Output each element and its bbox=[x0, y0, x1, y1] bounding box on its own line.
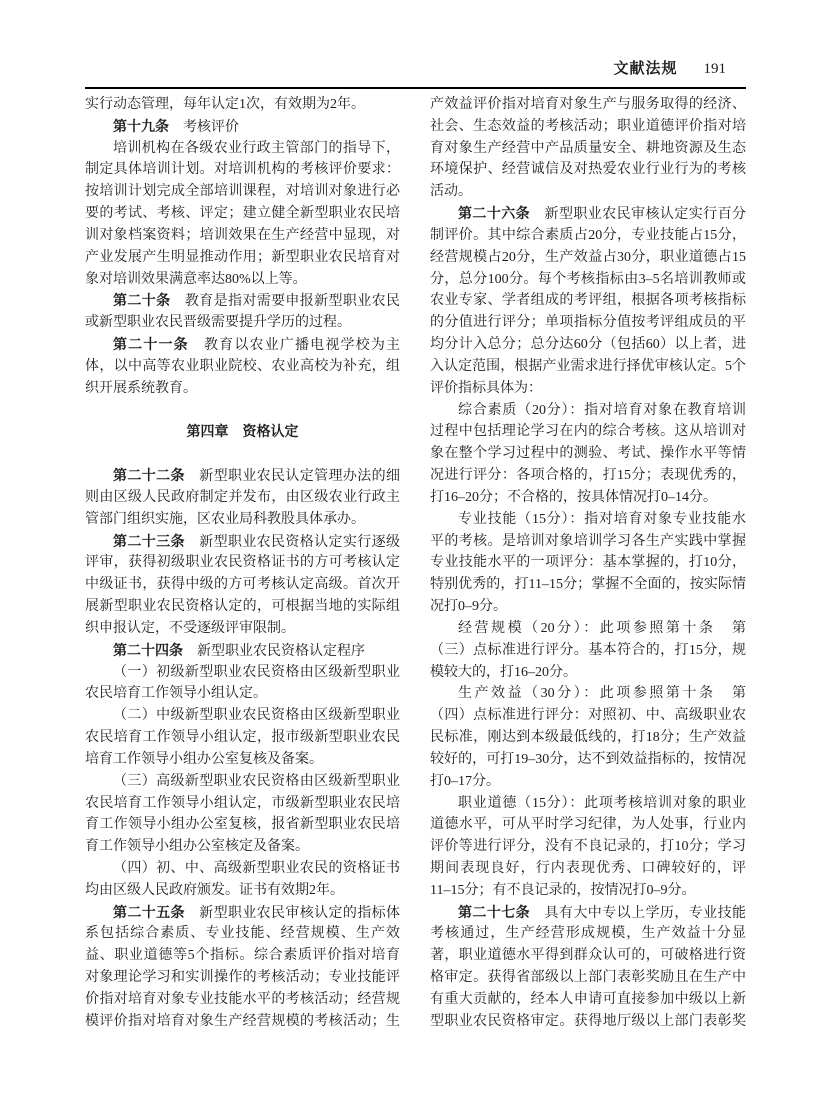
text-line: 第二十一条 教育以农业广播电视学校为主 bbox=[113, 336, 400, 354]
text-line: 职业道德（15分）：此项考核培训对象的职业 bbox=[458, 795, 746, 811]
text-line: （二）中级新型职业农民资格由区级新型职业 bbox=[113, 708, 400, 724]
text-line: 模评价指对培育对象生产经营规模的考核活动；生 bbox=[85, 1013, 400, 1029]
text-line: 织申报认定，不受逐级评审限制。 bbox=[85, 620, 295, 636]
right-column bbox=[430, 94, 746, 1033]
text-line: 的分值进行评分；单项指标分值按考评组成员的平 bbox=[430, 315, 746, 331]
text-line: 育工作领导小组办公室核定及备案。 bbox=[85, 839, 309, 855]
text-line: 评价等进行评分，没有不良记录的，打10分；学习 bbox=[430, 839, 746, 855]
text-line: 分，总分100分。每个考核指标由3–5名培训教师或 bbox=[430, 271, 746, 287]
text-line: 型职业农民资格审定。获得地厅级以上部门表彰奖 bbox=[430, 1013, 746, 1029]
text-line: 入认定范围，根据产业需求进行择优审核认定。5个 bbox=[430, 358, 746, 374]
text-line: 按培训计划完成全部培训课程，对培训对象进行必 bbox=[85, 184, 400, 200]
text-line: 育工作领导小组办公室复核，报省新型职业农民培 bbox=[85, 817, 400, 833]
text-line: 价指对培育对象专业技能水平的考核活动；经营规 bbox=[85, 991, 400, 1007]
text-line: 较好的，可打19–30分，达不到效益指标的，按情况 bbox=[430, 751, 746, 767]
text-line: 民标准，刚达到本级最低线的，打18分；生产效益 bbox=[430, 730, 746, 746]
text-line: 农民培育工作领导小组认定，报市级新型职业农民 bbox=[85, 730, 400, 746]
text-line: 第二十五条 新型职业农民审核认定的指标体 bbox=[113, 903, 400, 921]
text-line: 培训机构在各级农业行政主管部门的指导下， bbox=[113, 140, 400, 156]
text-line: 农业专家、学者组成的考评组，根据各项考核指标 bbox=[430, 293, 746, 309]
text-line: 活动。 bbox=[430, 184, 472, 200]
text-line: 对象理论学习和实训操作的考核活动；专业技能评 bbox=[85, 970, 400, 986]
text-line: 第二十二条 新型职业农民认定管理办法的细 bbox=[113, 467, 400, 485]
text-line: 制定具体培训计划。对培训机构的考核评价要求： bbox=[85, 162, 400, 178]
page-number: 191 bbox=[703, 61, 726, 77]
text-line: 农民培育工作领导小组认定。 bbox=[85, 686, 267, 702]
text-line: 农民培育工作领导小组认定，市级新型职业农民培 bbox=[85, 795, 400, 811]
text-line: 专业技能水平的一项评分：基本掌握的，打10分， bbox=[430, 555, 746, 571]
text-line: 象在整个学习过程中的测验、考试、操作水平等情 bbox=[430, 446, 746, 462]
text-line: 著，职业道德水平得到群众认可的，可破格进行资 bbox=[430, 948, 746, 964]
text-line: 均分计入总分；总分达60分（包括60）以上者，进 bbox=[430, 337, 746, 353]
text-columns bbox=[85, 94, 746, 1033]
section-title: 文献法规 bbox=[613, 60, 678, 77]
text-line: 平的考核。是培训对象培训学习各生产实践中掌握 bbox=[430, 533, 746, 549]
text-line: 打16–20分；不合格的，按具体情况打0–14分。 bbox=[430, 489, 717, 505]
chapter-heading: 第四章 资格认定 bbox=[186, 423, 299, 440]
text-line: （三）点标准进行评分。基本符合的，打15分，规 bbox=[430, 642, 746, 658]
text-line: 期间表现良好，行内表现优秀、口碑较好的，评 bbox=[430, 860, 746, 876]
text-line: 环境保护、经营诚信及对热爱农业行业行为的考核 bbox=[430, 162, 746, 178]
text-line: 系包括综合素质、专业技能、经营规模、生产效 bbox=[85, 926, 400, 942]
text-line: 过程中包括理论学习在内的综合考核。这从培训对 bbox=[430, 424, 746, 440]
text-line: 产业发展产生明显推动作用；新型职业农民培育对 bbox=[85, 249, 400, 265]
blank-line bbox=[85, 443, 400, 465]
text-line: 模较大的，打16–20分。 bbox=[430, 664, 577, 680]
text-line: 象对培训效果满意率达80%以上等。 bbox=[85, 271, 307, 287]
text-line: 展新型职业农民资格认定的，可根据当地的实际组 bbox=[85, 599, 400, 615]
left-column bbox=[85, 94, 400, 1033]
text-line: 况进行评分：各项合格的，打15分；表现优秀的， bbox=[430, 468, 746, 484]
text-line: 中级证书，获得中级的方可考核认定高级。首次开 bbox=[85, 577, 400, 593]
page-header bbox=[85, 59, 746, 79]
text-line: 11–15分；有不良记录的，按情况打0–9分。 bbox=[430, 882, 696, 898]
text-line: （一）初级新型职业农民资格由区级新型职业 bbox=[113, 664, 400, 680]
text-line: 体，以中高等农业职业院校、农业高校为补充，组 bbox=[85, 358, 400, 374]
text-line: 则由区级人民政府制定并发布，由区级农业行政主 bbox=[85, 489, 400, 505]
text-line: （三）高级新型职业农民资格由区级新型职业 bbox=[113, 773, 400, 789]
text-line: 制评价。其中综合素质占20分，专业技能占15分， bbox=[430, 227, 746, 243]
text-line: 要的考试、考核、评定；建立健全新型职业农民培 bbox=[85, 206, 400, 222]
text-line: 第十九条 考核评价 bbox=[113, 117, 239, 135]
text-line: 实行动态管理，每年认定1次，有效期为2年。 bbox=[85, 97, 365, 112]
text-line: 第二十四条 新型职业农民资格认定程序 bbox=[113, 641, 365, 659]
text-line: 评价指标具体为： bbox=[430, 380, 542, 396]
header-rule bbox=[85, 87, 746, 89]
text-line: 道德水平，可从平时学习纪律，为人处事，行业内 bbox=[430, 817, 746, 833]
text-line: 考核通过，生产经营形成规模，生产效益十分显 bbox=[430, 926, 746, 942]
text-line: 生产效益（30分）：此项参照第十条 第 bbox=[458, 686, 746, 702]
text-line: 产效益评价指对培育对象生产与服务取得的经济、 bbox=[430, 97, 746, 112]
text-line: （四）初、中、高级新型职业农民的资格证书 bbox=[113, 860, 400, 876]
text-line: 第二十六条 新型职业农民审核认定实行百分 bbox=[458, 205, 746, 223]
text-line: 经营规模（20分）：此项参照第十条 第 bbox=[458, 620, 746, 636]
text-line: 况打0–9分。 bbox=[430, 599, 507, 615]
text-line: （四）点标准进行评分：对照初、中、高级职业农 bbox=[430, 708, 746, 724]
text-line: 育对象生产经营中产品质量安全、耕地资源及生态 bbox=[430, 140, 746, 156]
text-line: 培育工作领导小组办公室复核及备案。 bbox=[85, 751, 323, 767]
text-line: 织开展系统教育。 bbox=[85, 380, 197, 396]
text-line: 或新型职业农民晋级需要提升学历的过程。 bbox=[85, 315, 351, 331]
text-line: 特别优秀的，打11–15分；掌握不全面的，按实际情 bbox=[430, 577, 746, 593]
text-line: 专业技能（15分）：指对培育对象专业技能水 bbox=[458, 511, 746, 527]
text-line: 第二十条 教育是指对需要申报新型职业农民 bbox=[113, 292, 400, 310]
text-line: 综合素质（20分）：指对培育对象在教育培训 bbox=[458, 402, 746, 418]
text-line: 有重大贡献的，经本人申请可直接参加中级以上新 bbox=[430, 991, 746, 1007]
text-line: 打0–17分。 bbox=[430, 773, 500, 789]
text-line: 益、职业道德等5个指标。综合素质评价指对培育 bbox=[85, 948, 400, 964]
text-line: 格审定。获得省部级以上部门表彰奖励且在生产中 bbox=[430, 970, 746, 986]
blank-line bbox=[85, 400, 400, 422]
text-line: 经营规模占20分，生产效益占30分，职业道德占15 bbox=[430, 249, 746, 265]
text-line: 第二十三条 新型职业农民资格认定实行逐级 bbox=[113, 532, 400, 550]
text-line: 均由区级人民政府颁发。证书有效期2年。 bbox=[85, 882, 344, 898]
text-line: 第二十七条 具有大中专以上学历，专业技能 bbox=[458, 903, 746, 921]
text-line: 管部门组织实施，区农业局科教股具体承办。 bbox=[85, 511, 365, 527]
text-line: 训对象档案资料；培训效果在生产经营中显现，对 bbox=[85, 227, 400, 243]
text-line: 社会、生态效益的考核活动；职业道德评价指对培 bbox=[430, 118, 746, 134]
text-line: 评审，获得初级职业农民资格证书的方可考核认定 bbox=[85, 555, 400, 571]
